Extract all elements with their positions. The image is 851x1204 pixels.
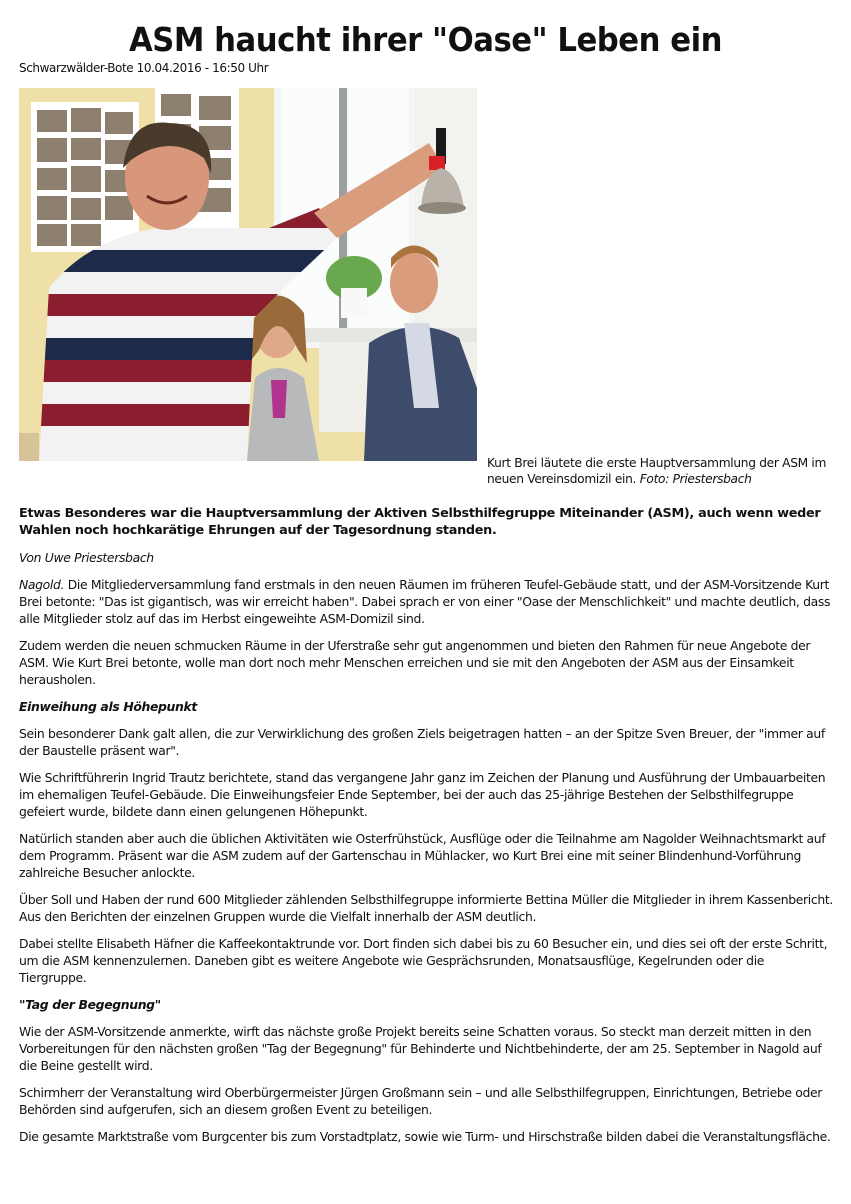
paragraph-7: Dabei stellte Elisabeth Häfner die Kaffeekontaktrunde vor. Dort finden sich dabei bis zu 60 Besucher ein, und dies sei oft der erste Schritt, um die ASM kennenzulernen. Daneben gibt es weitere Angebote wie Gesprächsrunden, Monatsausflüge, Kegelrunden oder die Tiergruppe.	[19, 936, 828, 985]
photo-image-icon	[19, 88, 477, 461]
article-author: Von Uwe Priestersbach	[19, 550, 154, 565]
headline: ASM haucht ihrer "Oase" Leben ein	[128, 20, 723, 59]
article-photo	[19, 88, 477, 461]
paragraph-10: Die gesamte Marktstraße vom Burgcenter bis zum Vorstadtplatz, sowie wie Turm- und Hirschstraße bilden dabei die Veranstaltungsfläche.	[19, 1129, 831, 1144]
paragraph-4: Wie Schriftführerin Ingrid Trautz berichtete, stand das vergangene Jahr ganz im Zeichen der Planung und Ausführung der Umbauarbeiten im ehemaligen Teufel-Gebäude. Die Einweihungsfeier Ende September, bei der auch das 25-jährige Bestehen der Selbsthilfegruppe gefeiert wurde, bildete dann einen gelungenen Höhepunkt.	[19, 770, 826, 819]
paragraph-3: Sein besonderer Dank galt allen, die zur Verwirklichung des großen Ziels beigetragen hatten – an der Spitze Sven Breuer, der "immer auf der Baustelle präsent war".	[19, 726, 825, 758]
paragraph-6: Über Soll und Haben der rund 600 Mitglieder zählenden Selbsthilfegruppe informierte Bettina Müller die Mitglieder in ihrem Kassenbericht. Aus den Berichten der einzelnen Gruppen wurde die Vielfalt innerhalb der ASM deutlich.	[19, 892, 833, 924]
dateline: Nagold.	[19, 577, 65, 592]
paragraph-2: Zudem werden die neuen schmucken Räume in der Uferstraße sehr gut angenommen und bieten den Rahmen für neue Angebote der ASM. Wie Kurt Brei betonte, wolle man dort noch mehr Menschen erreichen und sie mit den Angeboten der ASM aus der Einsamkeit herausholen.	[19, 638, 811, 687]
photo-caption	[487, 455, 837, 487]
source-dateline: Schwarzwälder-Bote 10.04.2016 - 16:50 Uhr	[19, 61, 269, 75]
subheading-einweihung: Einweihung als Höhepunkt	[19, 699, 197, 714]
subheading-tag-der-begegnung: "Tag der Begegnung"	[19, 997, 161, 1012]
paragraph-5: Natürlich standen aber auch die üblichen Aktivitäten wie Osterfrühstück, Ausflüge oder die Teilnahme am Nagolder Weihnachtsmarkt auf dem Programm. Präsent war die ASM zudem auf der Gartenschau in Mühlacker, wo Kurt Brei eine mit seiner Blindenhund-Vorführung zahlreiche Besucher anlockte.	[19, 831, 826, 880]
paragraph-1	[19, 576, 834, 627]
paragraph-9: Schirmherr der Veranstaltung wird Oberbürgermeister Jürgen Großmann sein – und alle Selbsthilfegruppen, Einrichtungen, Betriebe oder Behörden sind aufgerufen, sich an diesem großen Event zu beteiligen.	[19, 1085, 823, 1117]
paragraph-1-text: Die Mitgliederversammlung fand erstmals in den neuen Räumen im früheren Teufel-Gebäude statt, und der ASM-Vorsitzende Kurt Brei betonte: "Das ist gigantisch, was wir erreicht haben". Dabei sprach er von einer "Oase der Menschlichkeit" und machte deutlich, dass alle Mitglieder stolz auf das im Herbst eingeweihte ASM-Domizil sind.	[19, 577, 831, 626]
paragraph-8: Wie der ASM-Vorsitzende anmerkte, wirft das nächste große Projekt bereits seine Schatten voraus. So steckt man derzeit mitten in den Vorbereitungen für den nächsten großen "Tag der Begegnung" für Behinderte und Nichtbehinderte, der am 25. September in Nagold auf die Beine gestellt wird.	[19, 1024, 822, 1073]
article-body	[19, 505, 834, 1155]
article-lead: Etwas Besonderes war die Hauptversammlung der Aktiven Selbsthilfegruppe Miteinander (ASM), auch wenn weder Wahlen noch hochkarätige Ehrungen auf der Tagesordnung standen.	[19, 506, 821, 538]
photo-credit: Foto: Priestersbach	[639, 472, 752, 486]
caption-text: Kurt Brei läutete die erste Hauptversammlung der ASM im neuen Vereinsdomizil ein.	[487, 456, 827, 486]
